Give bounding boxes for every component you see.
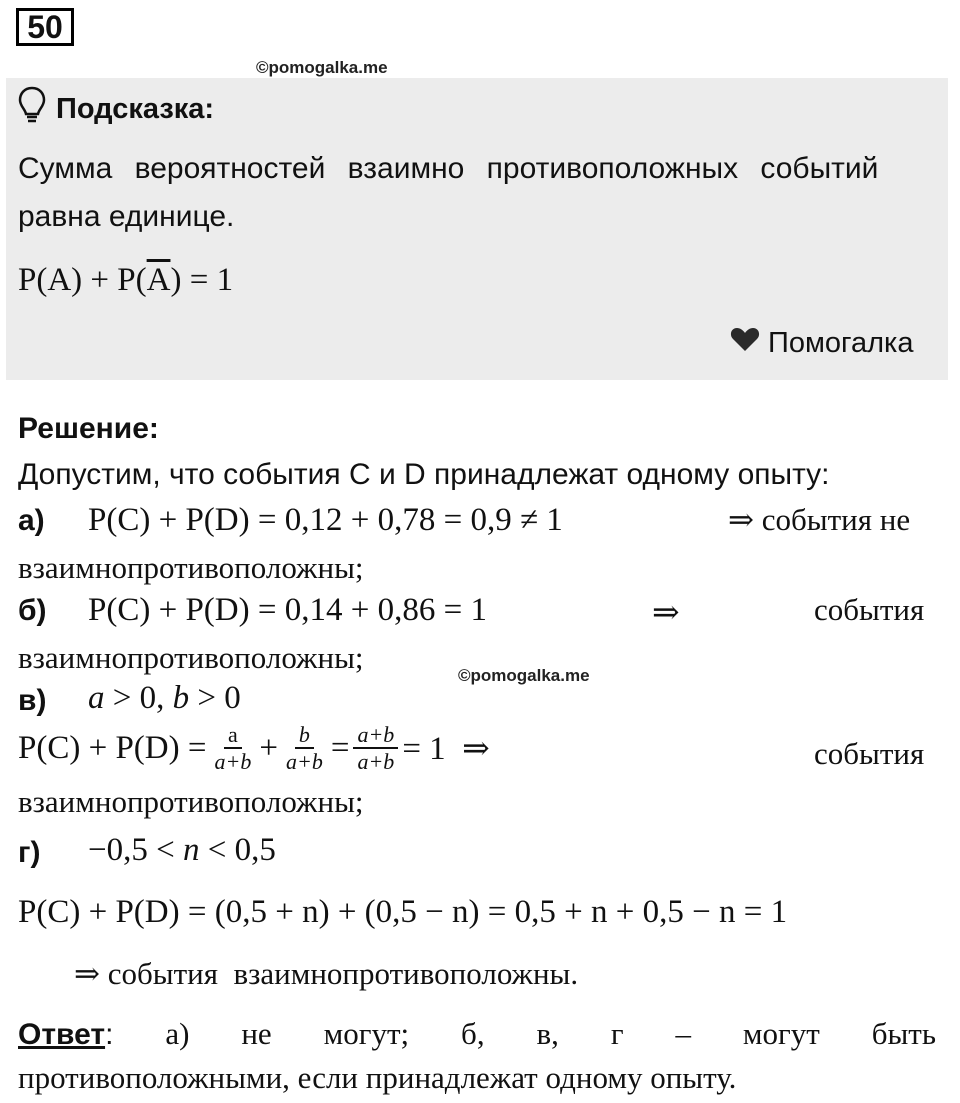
hint-formula — [18, 262, 233, 299]
part-a-formula: P(C) + P(D) = 0,12 + 0,78 = 0,9 ≠ 1 — [88, 502, 563, 538]
v-plus: + — [259, 729, 278, 766]
hint-text: Сумма вероятностей взаимно противоположных событий — [18, 152, 879, 185]
answer-word: б, — [461, 1016, 485, 1051]
part-v-condition — [88, 680, 241, 717]
answer-word: г — [610, 1016, 624, 1051]
f2-num: b — [295, 722, 314, 749]
hint-text-line1 — [18, 152, 936, 186]
part-g-result: ⇒ события взаимнопротивоположны. — [74, 956, 579, 991]
answer-line2: противоположными, если принадлежат одному опыту. — [18, 1060, 737, 1095]
part-a-result: ⇒ события не — [728, 502, 911, 537]
part-g-label: г) — [18, 836, 41, 869]
answer-word: могут; — [323, 1016, 410, 1051]
part-b-cont: взаимнопротивоположны; — [18, 640, 364, 675]
cond-end: > 0 — [189, 680, 241, 716]
f2-den: a+b — [285, 749, 323, 775]
hint-text-justified — [18, 152, 936, 186]
hint-formula-bar: $\overline{A}$ — [146, 262, 171, 298]
brand-signature — [730, 326, 913, 360]
f3-num: a+b — [353, 722, 398, 749]
watermark-middle: ©pomogalka.me — [458, 666, 590, 685]
task-number: 50 — [16, 8, 74, 46]
fraction-1 — [210, 722, 255, 775]
part-v-cont: взаимнопротивоположны; — [18, 784, 364, 819]
g-cond-start: −0,5 < — [88, 832, 183, 868]
part-v-formula — [18, 722, 490, 775]
v-formula-start: P(C) + P(D) = — [18, 729, 207, 766]
f1-num: a — [224, 722, 242, 749]
var-a: a — [88, 680, 105, 716]
answer-word: могут — [742, 1016, 820, 1051]
fraction-3 — [353, 722, 398, 775]
hint-formula-left: P(A) + P( — [18, 262, 147, 298]
answer-word: – — [675, 1016, 691, 1051]
watermark-top: ©pomogalka.me — [256, 58, 388, 77]
part-v-label: в) — [18, 684, 47, 717]
part-g-formula: P(C) + P(D) = (0,5 + n) + (0,5 − n) = 0,5 + n + 0,5 − n = 1 — [18, 894, 788, 930]
part-v-result: события — [814, 736, 925, 771]
part-b-formula: P(C) + P(D) = 0,14 + 0,86 = 1 — [88, 592, 487, 628]
v-eq: = — [330, 729, 350, 766]
part-b-arrow: ⇒ — [652, 595, 680, 631]
answer-colon: : — [105, 1018, 114, 1051]
f1-den: a+b — [214, 749, 252, 775]
answer-word: не — [241, 1016, 272, 1051]
brand-name: Помогалка — [768, 326, 914, 359]
part-g-condition — [88, 832, 276, 869]
hint-text-line2: равна единице. — [18, 200, 235, 233]
var-b: b — [172, 680, 190, 716]
f3-den: a+b — [357, 749, 395, 775]
g-cond-end: < 0,5 — [199, 832, 276, 868]
heart-icon — [730, 326, 760, 360]
part-a-label: а) — [18, 504, 45, 537]
part-b-label: б) — [18, 594, 47, 627]
answer-word: в, — [536, 1016, 559, 1051]
solution-intro: Допустим, что события C и D принадлежат одному опыту: — [18, 458, 830, 491]
answer-label: Ответ — [18, 1018, 106, 1051]
answer-word: быть — [871, 1016, 936, 1051]
solution-title: Решение: — [18, 412, 159, 445]
part-a-cont: взаимнопротивоположны; — [18, 550, 364, 585]
hint-title: Подсказка: — [56, 92, 215, 125]
part-b-result: события — [814, 592, 925, 627]
cond-mid: > 0, — [104, 680, 173, 716]
hint-header — [18, 86, 214, 132]
hint-formula-right: ) = 1 — [170, 262, 234, 298]
answer-line1 — [18, 1016, 936, 1052]
var-n: n — [182, 832, 200, 868]
answer-label-group — [18, 1018, 113, 1052]
v-formula-end: = 1 ⇒ — [402, 731, 490, 768]
fraction-2 — [282, 722, 327, 775]
lightbulb-icon — [18, 86, 46, 132]
answer-word: а) — [165, 1016, 190, 1051]
